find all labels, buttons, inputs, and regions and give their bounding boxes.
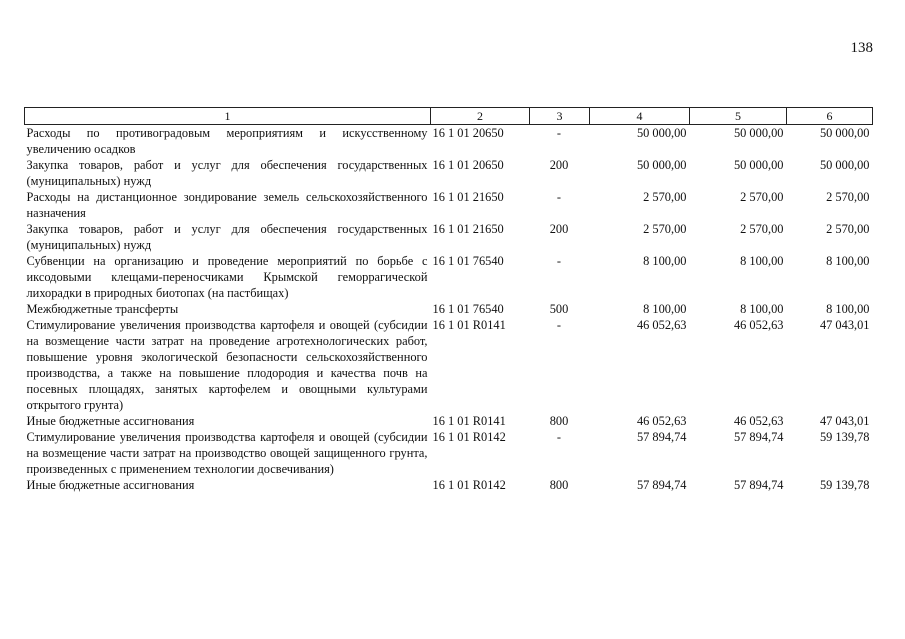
row-code: 16 1 01 R0142 — [432, 478, 506, 492]
row-value-year3: 8 100,00 — [826, 302, 870, 316]
table-row — [25, 157, 873, 189]
row-name: Иные бюджетные ассигнования — [26, 478, 195, 492]
row-expense-type: - — [556, 318, 562, 332]
row-expense-type: 500 — [549, 302, 569, 316]
row-expense-type: 200 — [549, 158, 569, 172]
row-value-year3: 47 043,01 — [819, 414, 870, 428]
table-row — [25, 189, 873, 221]
row-name: Закупка товаров, работ и услуг для обеспечения государственных (муниципальных) нужд — [26, 158, 428, 188]
row-value-year2: 57 894,74 — [733, 430, 784, 444]
row-code: 16 1 01 R0142 — [432, 430, 506, 444]
row-value-year1: 2 570,00 — [643, 190, 687, 204]
table-header — [25, 108, 873, 125]
row-code: 16 1 01 R0141 — [432, 414, 506, 428]
row-value-year2: 50 000,00 — [733, 158, 784, 172]
row-value-year2: 57 894,74 — [733, 478, 784, 492]
row-value-year3: 59 139,78 — [819, 430, 870, 444]
row-value-year2: 46 052,63 — [733, 318, 784, 332]
row-value-year1: 57 894,74 — [636, 478, 687, 492]
column-header-1: 1 — [25, 108, 431, 125]
column-header-6: 6 — [787, 108, 873, 125]
row-code: 16 1 01 R0141 — [432, 318, 506, 332]
row-value-year3: 59 139,78 — [819, 478, 870, 492]
row-code: 16 1 01 20650 — [432, 126, 504, 140]
row-value-year1: 46 052,63 — [636, 318, 687, 332]
row-value-year3: 50 000,00 — [819, 158, 870, 172]
table-row — [25, 429, 873, 477]
row-value-year1: 50 000,00 — [636, 158, 687, 172]
row-value-year3: 2 570,00 — [826, 190, 870, 204]
row-value-year1: 8 100,00 — [643, 254, 687, 268]
table-row — [25, 125, 873, 158]
row-value-year2: 8 100,00 — [740, 254, 784, 268]
row-value-year3: 8 100,00 — [826, 254, 870, 268]
page-number: 138 — [850, 40, 873, 56]
row-expense-type: - — [556, 126, 562, 140]
row-expense-type: - — [556, 190, 562, 204]
row-value-year1: 46 052,63 — [636, 414, 687, 428]
column-header-5: 5 — [690, 108, 787, 125]
row-value-year2: 46 052,63 — [733, 414, 784, 428]
table-row — [25, 253, 873, 301]
row-expense-type: - — [556, 254, 562, 268]
table-row — [25, 477, 873, 493]
row-code: 16 1 01 21650 — [432, 190, 504, 204]
row-expense-type: 200 — [549, 222, 569, 236]
row-name: Расходы на дистанционное зондирование земель сельскохозяйственного назначения — [26, 190, 428, 220]
table-row — [25, 301, 873, 317]
row-value-year1: 57 894,74 — [636, 430, 687, 444]
row-code: 16 1 01 76540 — [432, 302, 504, 316]
row-value-year2: 50 000,00 — [733, 126, 784, 140]
row-value-year3: 47 043,01 — [819, 318, 870, 332]
row-code: 16 1 01 20650 — [432, 158, 504, 172]
table-row — [25, 317, 873, 413]
row-value-year1: 50 000,00 — [636, 126, 687, 140]
row-name: Стимулирование увеличения производства картофеля и овощей (субсидии на возмещение части затрат на проведение агротехнологических работ, повышение уровня экологической безопасности сельскохозяйственного производства, а также на повышение плодородия и качества почв на посевных площадях, занятых картофелем и овощными культурами открытого грунта) — [26, 318, 428, 412]
row-value-year2: 2 570,00 — [740, 222, 784, 236]
column-header-4: 4 — [590, 108, 690, 125]
row-name: Иные бюджетные ассигнования — [26, 414, 195, 428]
column-header-2: 2 — [431, 108, 530, 125]
row-value-year2: 8 100,00 — [740, 302, 784, 316]
row-expense-type: 800 — [549, 414, 569, 428]
row-value-year2: 2 570,00 — [740, 190, 784, 204]
row-code: 16 1 01 21650 — [432, 222, 504, 236]
header-row — [25, 108, 873, 125]
row-expense-type: - — [556, 430, 562, 444]
table-row — [25, 221, 873, 253]
row-name: Закупка товаров, работ и услуг для обеспечения государственных (муниципальных) нужд — [26, 222, 428, 252]
row-value-year3: 50 000,00 — [819, 126, 870, 140]
row-value-year1: 8 100,00 — [643, 302, 687, 316]
row-code: 16 1 01 76540 — [432, 254, 504, 268]
column-header-3: 3 — [530, 108, 590, 125]
row-name: Стимулирование увеличения производства картофеля и овощей (субсидии на возмещение части затрат на производство овощей защищенного грунта, произведенных с применением технологии досвечивания) — [26, 430, 428, 476]
table-body — [25, 125, 873, 494]
row-name: Межбюджетные трансферты — [26, 302, 179, 316]
table-row — [25, 413, 873, 429]
row-name: Субвенции на организацию и проведение мероприятий по борьбе с иксодовыми клещами-переносчиками Крымской геморрагической лихорадки в природных биотопах (на пастбищах) — [26, 254, 428, 300]
row-expense-type: 800 — [549, 478, 569, 492]
row-name: Расходы по противоградовым мероприятиям и искусственному увеличению осадков — [26, 126, 428, 156]
budget-table — [24, 107, 873, 493]
row-value-year3: 2 570,00 — [826, 222, 870, 236]
row-value-year1: 2 570,00 — [643, 222, 687, 236]
